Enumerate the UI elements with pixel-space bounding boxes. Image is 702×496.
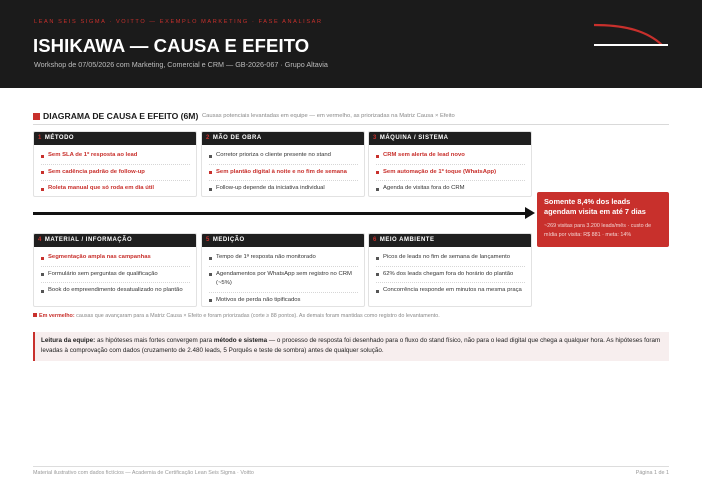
cause-number: 3 (373, 135, 377, 141)
cause-card-mao-de-obra (201, 131, 365, 197)
legend-text: causas que avançaram para a Matriz Causa × Efeito e foram priorizadas (corte ≥ 88 pontos). As demais foram mantidas como registro do levantamento. (76, 313, 440, 319)
cause-card-header (202, 132, 364, 145)
spine-arrow-icon (525, 207, 535, 219)
cause-number: 5 (206, 237, 210, 243)
cause-item: Follow-up depende da iniciativa individual (209, 181, 358, 197)
bullet-icon (209, 299, 212, 302)
bullet-icon (209, 171, 212, 174)
cause-item: Concorrência responde em minutos na mesma praça (376, 283, 525, 299)
cause-card-header (34, 234, 196, 247)
cause-item: Book do empreendimento desatualizado no plantão (41, 283, 190, 299)
bullet-icon (376, 290, 379, 293)
bullet-icon (376, 188, 379, 191)
page-subtitle: Workshop de 07/05/2026 com Marketing, Comercial e CRM — GB-2026-067 · Grupo Altavia (34, 60, 328, 69)
cause-card-meio-ambiente (368, 233, 532, 307)
cause-number: 1 (38, 135, 42, 141)
cause-category-title: MÉTODO (44, 135, 75, 141)
cause-category-title: MÃO DE OBRA (212, 135, 262, 141)
effect-box (537, 192, 669, 247)
bullet-icon (209, 155, 212, 158)
bullet-icon (209, 257, 212, 260)
page-number: Página 1 de 1 (635, 470, 669, 476)
cause-card-header (369, 132, 531, 145)
cause-card-maquina-sistema (368, 131, 532, 197)
cause-item: 62% dos leads chegam fora do horário do plantão (376, 267, 525, 284)
cause-card-header (202, 234, 364, 247)
bullet-icon (41, 257, 44, 260)
cause-item: Picos de leads no fim de semana de lançamento (376, 250, 525, 267)
team-reading-box (33, 332, 669, 361)
cause-item: Motivos de perda não tipificados (209, 293, 358, 308)
section-marker-icon (33, 113, 40, 120)
cause-item: CRM sem alerta de lead novo (376, 148, 525, 165)
cause-item: Agendamentos por WhatsApp sem registro no CRM (~5%) (209, 267, 358, 293)
cause-item: Sem SLA de 1º resposta ao lead (41, 148, 190, 165)
cause-item: Tempo de 1ª resposta não monitorado (209, 250, 358, 267)
reading-emphasis: método e sistema (213, 337, 268, 344)
logo-underline (594, 44, 668, 46)
cause-category-title: MEDIÇÃO (212, 237, 245, 243)
cause-item: Segmentação ampla nas campanhas (41, 250, 190, 267)
fishbone-spine (33, 212, 527, 215)
cause-card-material-informacao (33, 233, 197, 307)
cause-item: Agenda de visitas fora do CRM (376, 181, 525, 197)
footer-disclaimer: Material ilustrativo com dados fictícios — Academia de Certificação Lean Seis Sigma · Voitto (33, 470, 254, 476)
header-banner (0, 0, 702, 88)
cause-number: 2 (206, 135, 210, 141)
bullet-icon (41, 273, 44, 276)
cause-number: 4 (38, 237, 42, 243)
bullet-icon (209, 273, 212, 276)
cause-number: 6 (373, 237, 377, 243)
cause-card-medicao (201, 233, 365, 307)
section-divider (33, 124, 669, 125)
legend-square-icon (33, 313, 37, 317)
bullet-icon (209, 188, 212, 191)
cause-item: Formulário sem perguntas de qualificação (41, 267, 190, 284)
bullet-icon (376, 155, 379, 158)
bullet-icon (376, 273, 379, 276)
section-subtitle: Causas potenciais levantadas em equipe — em vermelho, as priorizadas na Matriz Causa × Efeito (202, 113, 455, 119)
reading-text: as hipóteses mais fortes convergem para (96, 337, 213, 344)
cause-item: Sem automação de 1º toque (WhatsApp) (376, 165, 525, 182)
legend-label: Em vermelho: (39, 313, 75, 319)
cause-card-header (34, 132, 196, 145)
priority-legend (33, 313, 440, 319)
reading-text: — o processo de resposta foi desenhado para o fluxo do stand físico, não para o lead digital que chega a qualquer hora. As hipóteses foram levadas à comprovação com dados (cruzamento de 2.480 leads, 5 Porquês e teste de sombra) antes de qualquer solução. (41, 337, 661, 354)
page-title: ISHIKAWA — CAUSA E EFEITO (33, 35, 310, 56)
effect-note: ~269 visitas para 3.200 leads/mês · custo de mídia por visita: R$ 881 · meta: 14% (544, 223, 652, 238)
cause-category-title: MÁQUINA / SISTEMA (379, 135, 449, 141)
cause-card-metodo (33, 131, 197, 197)
header-eyebrow: LEAN SEIS SIGMA · VOITTO — EXEMPLO MARKETING · FASE ANALISAR (34, 19, 323, 25)
cause-item: Roleta manual que só roda em dia útil (41, 181, 190, 197)
bullet-icon (41, 171, 44, 174)
bullet-icon (41, 155, 44, 158)
cause-card-header (369, 234, 531, 247)
cause-item: Corretor prioriza o cliente presente no stand (209, 148, 358, 165)
section-title: DIAGRAMA DE CAUSA E EFEITO (6M) (43, 111, 199, 121)
cause-item: Sem plantão digital à noite e no fim de semana (209, 165, 358, 182)
reading-lead: Leitura da equipe: (41, 337, 96, 344)
bullet-icon (376, 257, 379, 260)
bullet-icon (376, 171, 379, 174)
cause-category-title: MATERIAL / INFORMAÇÃO (44, 237, 133, 243)
section-heading (33, 110, 669, 124)
effect-title: Somente 8,4% dos leads agendam visita em até 7 dias (544, 197, 646, 216)
cause-category-title: MEIO AMBIENTE (379, 237, 435, 243)
cause-item: Sem cadência padrão de follow-up (41, 165, 190, 182)
footer-divider (33, 466, 669, 467)
bullet-icon (41, 188, 44, 191)
bullet-icon (41, 290, 44, 293)
